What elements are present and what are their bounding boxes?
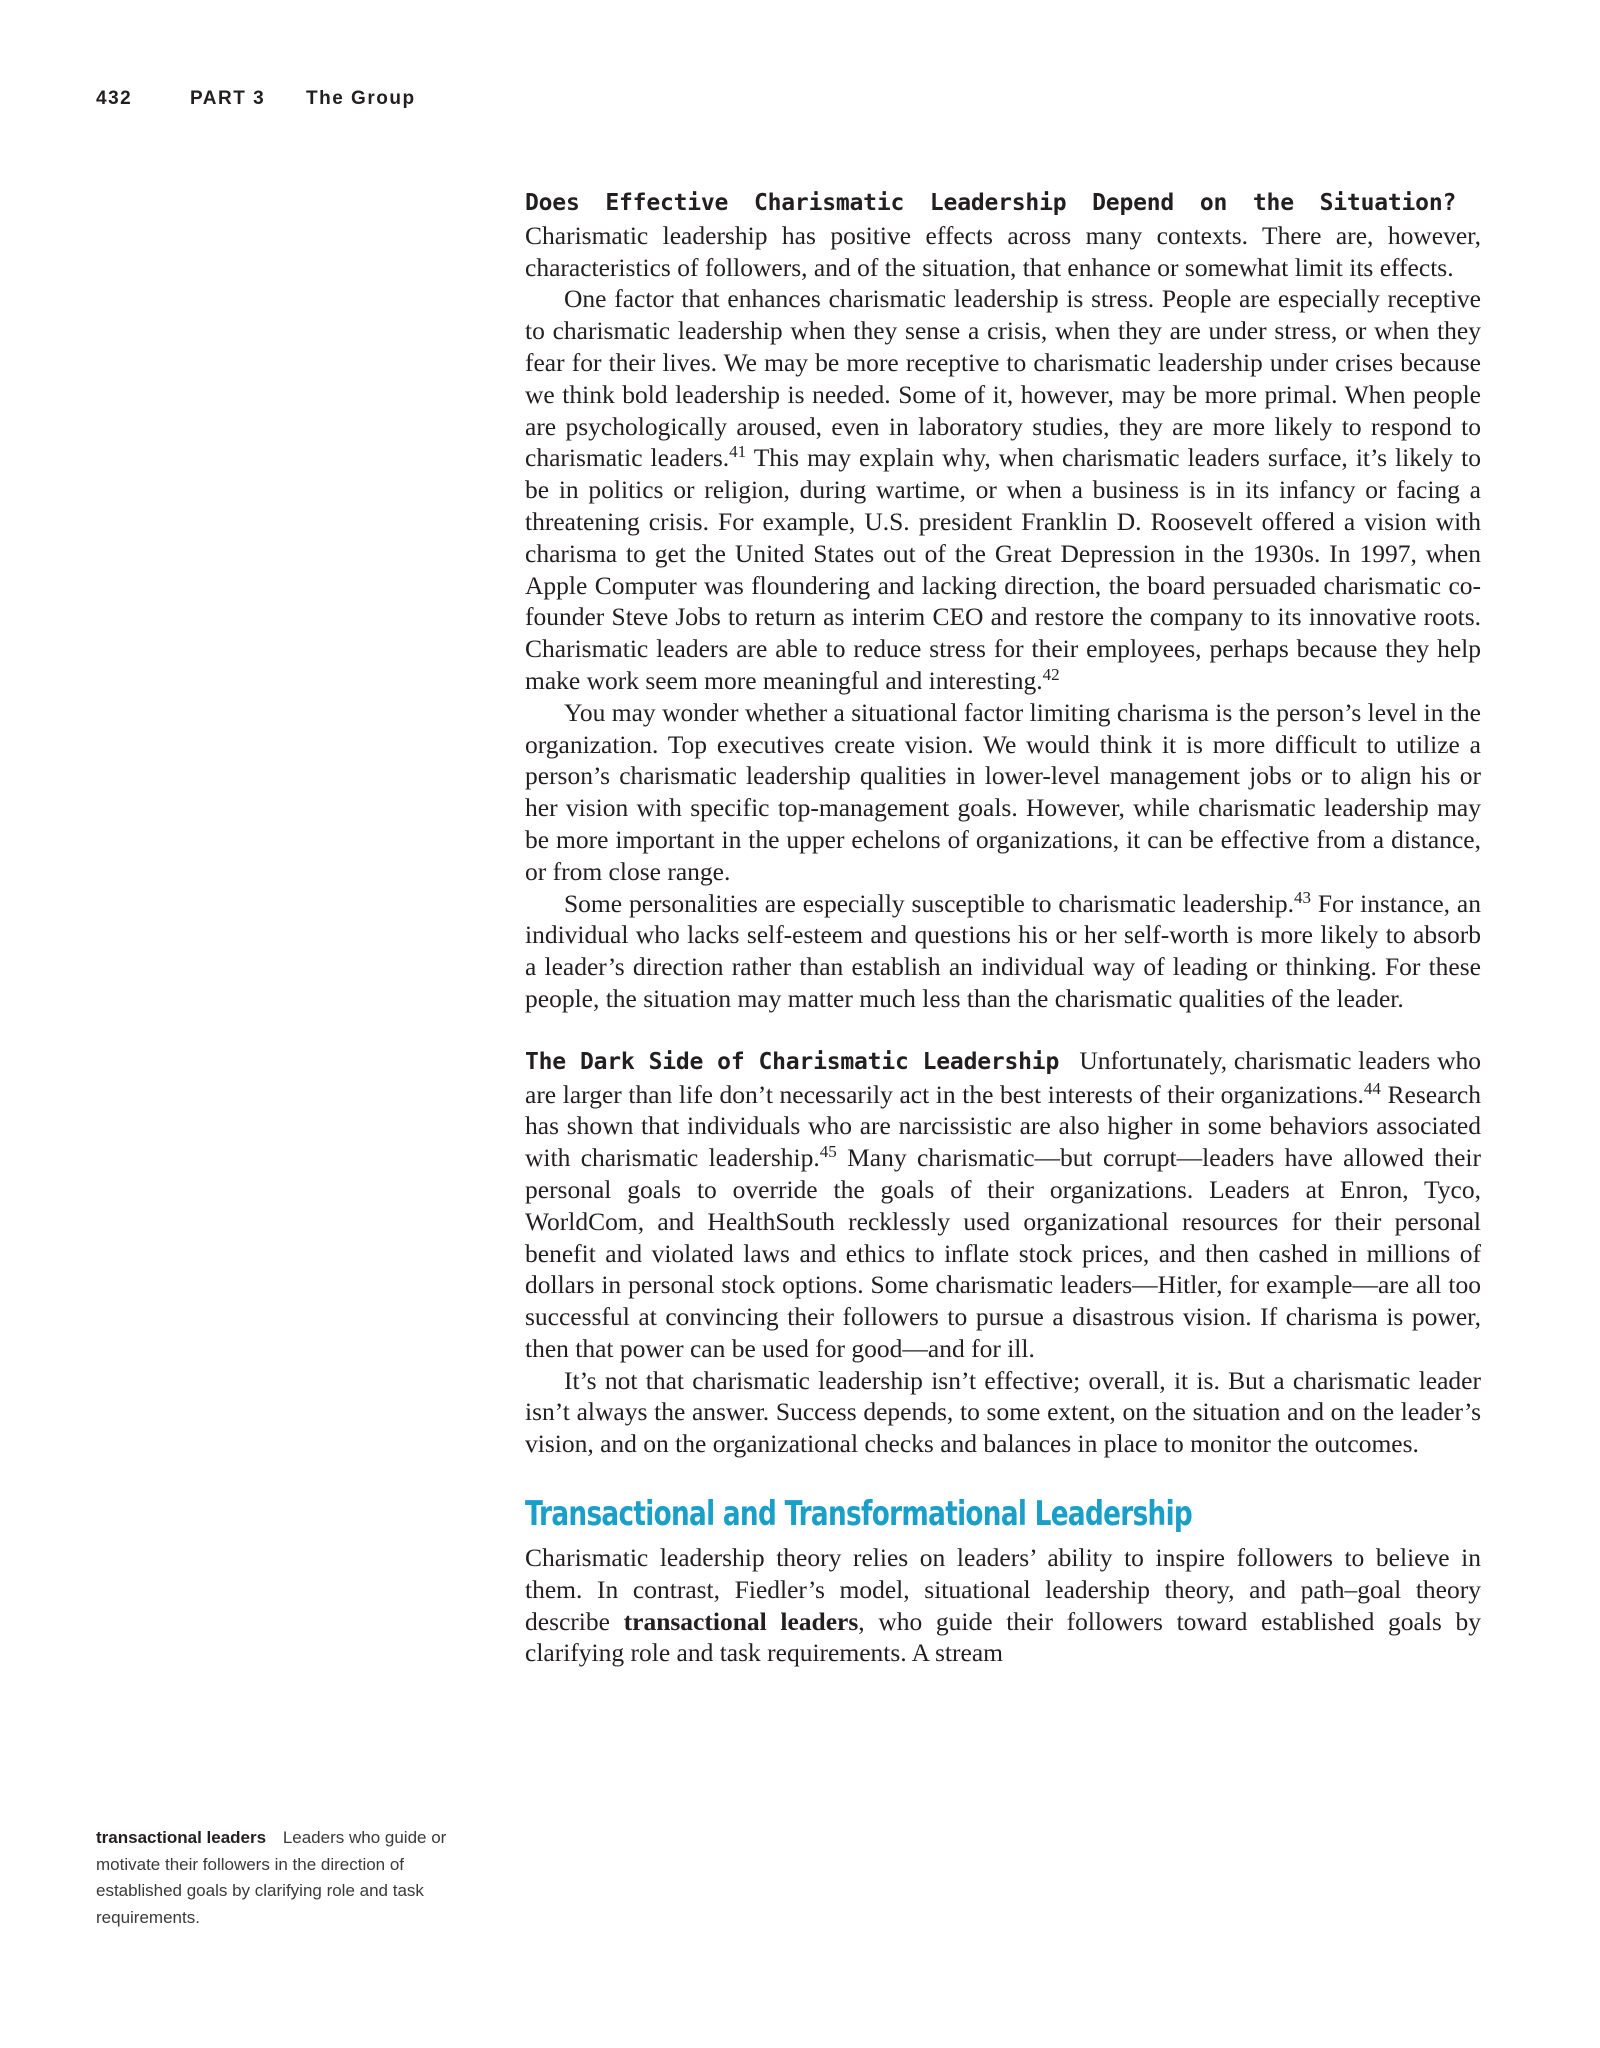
glossary-definition: Leaders who guide or motivate their followers in the direction of established goals by clarifying role and task requirements. [96,1828,447,1927]
main-text-column [525,186,1481,1669]
text: Some personalities are especially susceptible to charismatic leadership. [564,888,1294,918]
text: You may wonder whether a situational factor limiting charisma is the person’s level in the organization. Top executives create vision. We would think it is more difficult to utilize a person’s charismatic leadership qualities in lower-level management jobs or to align his or her vision with specific top-management goals. However, while charismatic leadership may be more important in the upper echelons of organizations, it can be effective from a distance, or from close range. [525,697,1481,886]
footnote-ref: 44 [1363,1078,1381,1098]
paragraph [525,1365,1481,1460]
margin-glossary-note [96,1825,456,1931]
page-number: 432 [96,88,133,109]
text: It’s not that charismatic leadership isn’t effective; overall, it is. But a charismatic leader isn’t always the answer. Success depends, to some extent, on the situation and on the leader’s vision, and on the organizational checks and balances in place to monitor the outcomes. [525,1365,1481,1459]
glossary-term: transactional leaders [96,1828,267,1847]
text: Charismatic leadership has positive effects across many contexts. There are, however, characteristics of followers, and of the situation, that enhance or somewhat limit its effects. [525,220,1481,282]
text: This may explain why, when charismatic leaders surface, it’s likely to be in politics or religion, during wartime, or when a business is in its infancy or facing a threatening crisis. For example, U.S. president Franklin D. Roosevelt offered a vision with charisma to get the United States out of the Great Depression in the 1930s. In 1997, when Apple Computer was floundering and lacking direction, the board persuaded charismatic co-founder Steve Jobs to return as interim CEO and restore the company to its innovative roots. Charismatic leaders are able to reduce stress for their employees, perhaps because they help make work seem more meaningful and interesting. [525,443,1481,695]
footnote-ref: 42 [1042,664,1060,684]
text: For instance, an individual who lacks self-esteem and questions his or her self-worth is more likely to absorb a leader’s direction rather than establish an individual way of leading or thinking. For these people, the situation may matter much less than the charismatic qualities of the leader. [525,888,1481,1013]
part-title: The Group [306,88,416,109]
text: Charismatic leadership theory relies on leaders’ ability to inspire followers to believe in them. In contrast, Fiedler’s model, situational leadership theory, and path–goal theory describe [525,1543,1481,1636]
footnote-ref: 43 [1293,887,1311,907]
runin-heading: Does Effective Charismatic Leadership Depend on the Situation? [525,190,1457,216]
text: Many charismatic—but corrupt—leaders have allowed their personal goals to override the goals of their organizations. Leaders at Enron, Tyco, WorldCom, and HealthSouth recklessly used organizational resources for their personal benefit and violated laws and ethics to inflate stock prices, and then cashed in millions of dollars in personal stock options. Some charismatic leaders—Hitler, for example—are all too successful at convincing their followers to pursue a disastrous vision. If charisma is power, then that power can be used for good—and for ill. [525,1143,1481,1363]
key-term: transactional leaders [623,1606,859,1636]
text: Unfortunately, charismatic leaders who are larger than life don’t necessarily act in the best interests of their organizations. [525,1045,1482,1109]
footnote-ref: 45 [819,1142,837,1162]
footnote-ref: 41 [729,442,747,462]
section-heading: Transactional and Transformational Leadership [525,1494,1193,1535]
paragraph [525,888,1481,1015]
text: , who guide their followers toward established goals by clarifying role and task requirements. A stream [525,1606,1481,1668]
text: One factor that enhances charismatic leadership is stress. People are especially receptive to charismatic leadership when they sense a crisis, when they are under stress, or when they fear for their lives. We may be more receptive to charismatic leadership under crises because we think bold leadership is needed. Some of it, however, may be more primal. When people are psychologically aroused, even in laboratory studies, they are more likely to respond to charismatic leaders. [525,284,1481,473]
paragraph [525,186,1481,283]
paragraph [525,283,1481,696]
paragraph [525,1542,1481,1669]
part-label: PART 3 [190,88,266,109]
runin-heading: The Dark Side of Charismatic Leadership [525,1048,1060,1075]
text: Research has shown that individuals who are narcissistic are also higher in some behaviors associated with charismatic leadership. [525,1079,1481,1173]
paragraph [525,1045,1481,1365]
paragraph [525,697,1481,888]
